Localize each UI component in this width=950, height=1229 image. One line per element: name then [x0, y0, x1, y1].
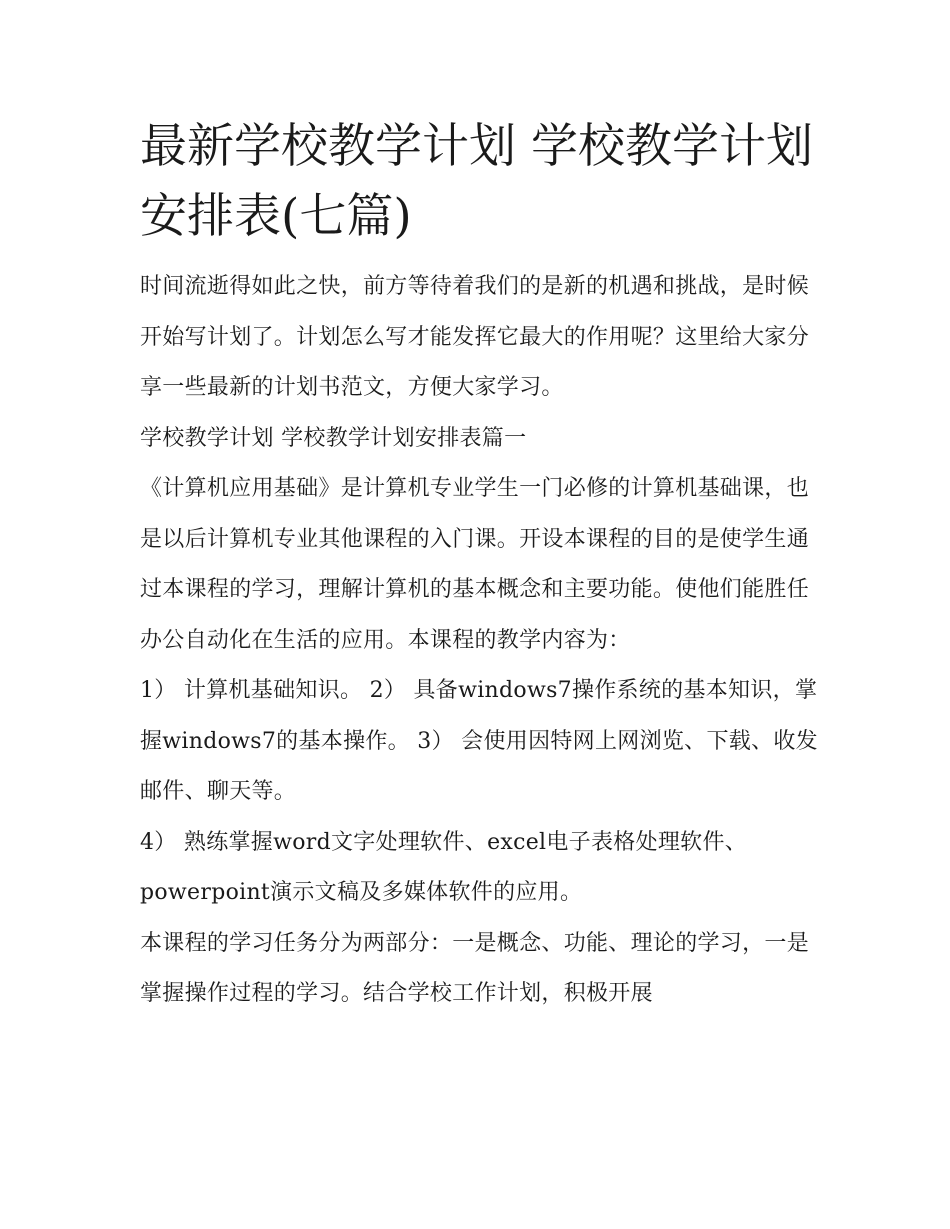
document-title: 最新学校教学计划 学校教学计划安排表(七篇) [140, 119, 813, 244]
learning-task-paragraph: 本课程的学习任务分为两部分：一是概念、功能、理论的学习，一是掌握操作过程的学习。结合学校工作计划，积极开展 [140, 930, 810, 1006]
intro-paragraph: 时间流逝得如此之快，前方等待着我们的是新的机遇和挑战，是时候开始写计划了。计划怎么写才能发挥它最大的作用呢？这里给大家分享一些最新的计划书范文，方便大家学习。 [140, 274, 810, 400]
section-heading: 学校教学计划 学校教学计划安排表篇一 [140, 425, 527, 451]
content-list-paragraph-1: 1） 计算机基础知识。 2） 具备windows7操作系统的基本知识，掌握windows7的基本操作。 3） 会使用因特网上网浏览、下载、收发邮件、聊天等。 [140, 678, 818, 804]
document-page [140, 112, 820, 1020]
course-description-paragraph: 《计算机应用基础》是计算机专业学生一门必修的计算机基础课，也是以后计算机专业其他课程的入门课。开设本课程的目的是使学生通过本课程的学习，理解计算机的基本概念和主要功能。使他们能胜任办公自动化在生活的应用。本课程的教学内容为： [140, 476, 810, 653]
content-list-paragraph-2: 4） 熟练掌握word文字处理软件、excel电子表格处理软件、powerpoint演示文稿及多媒体软件的应用。 [140, 829, 748, 905]
